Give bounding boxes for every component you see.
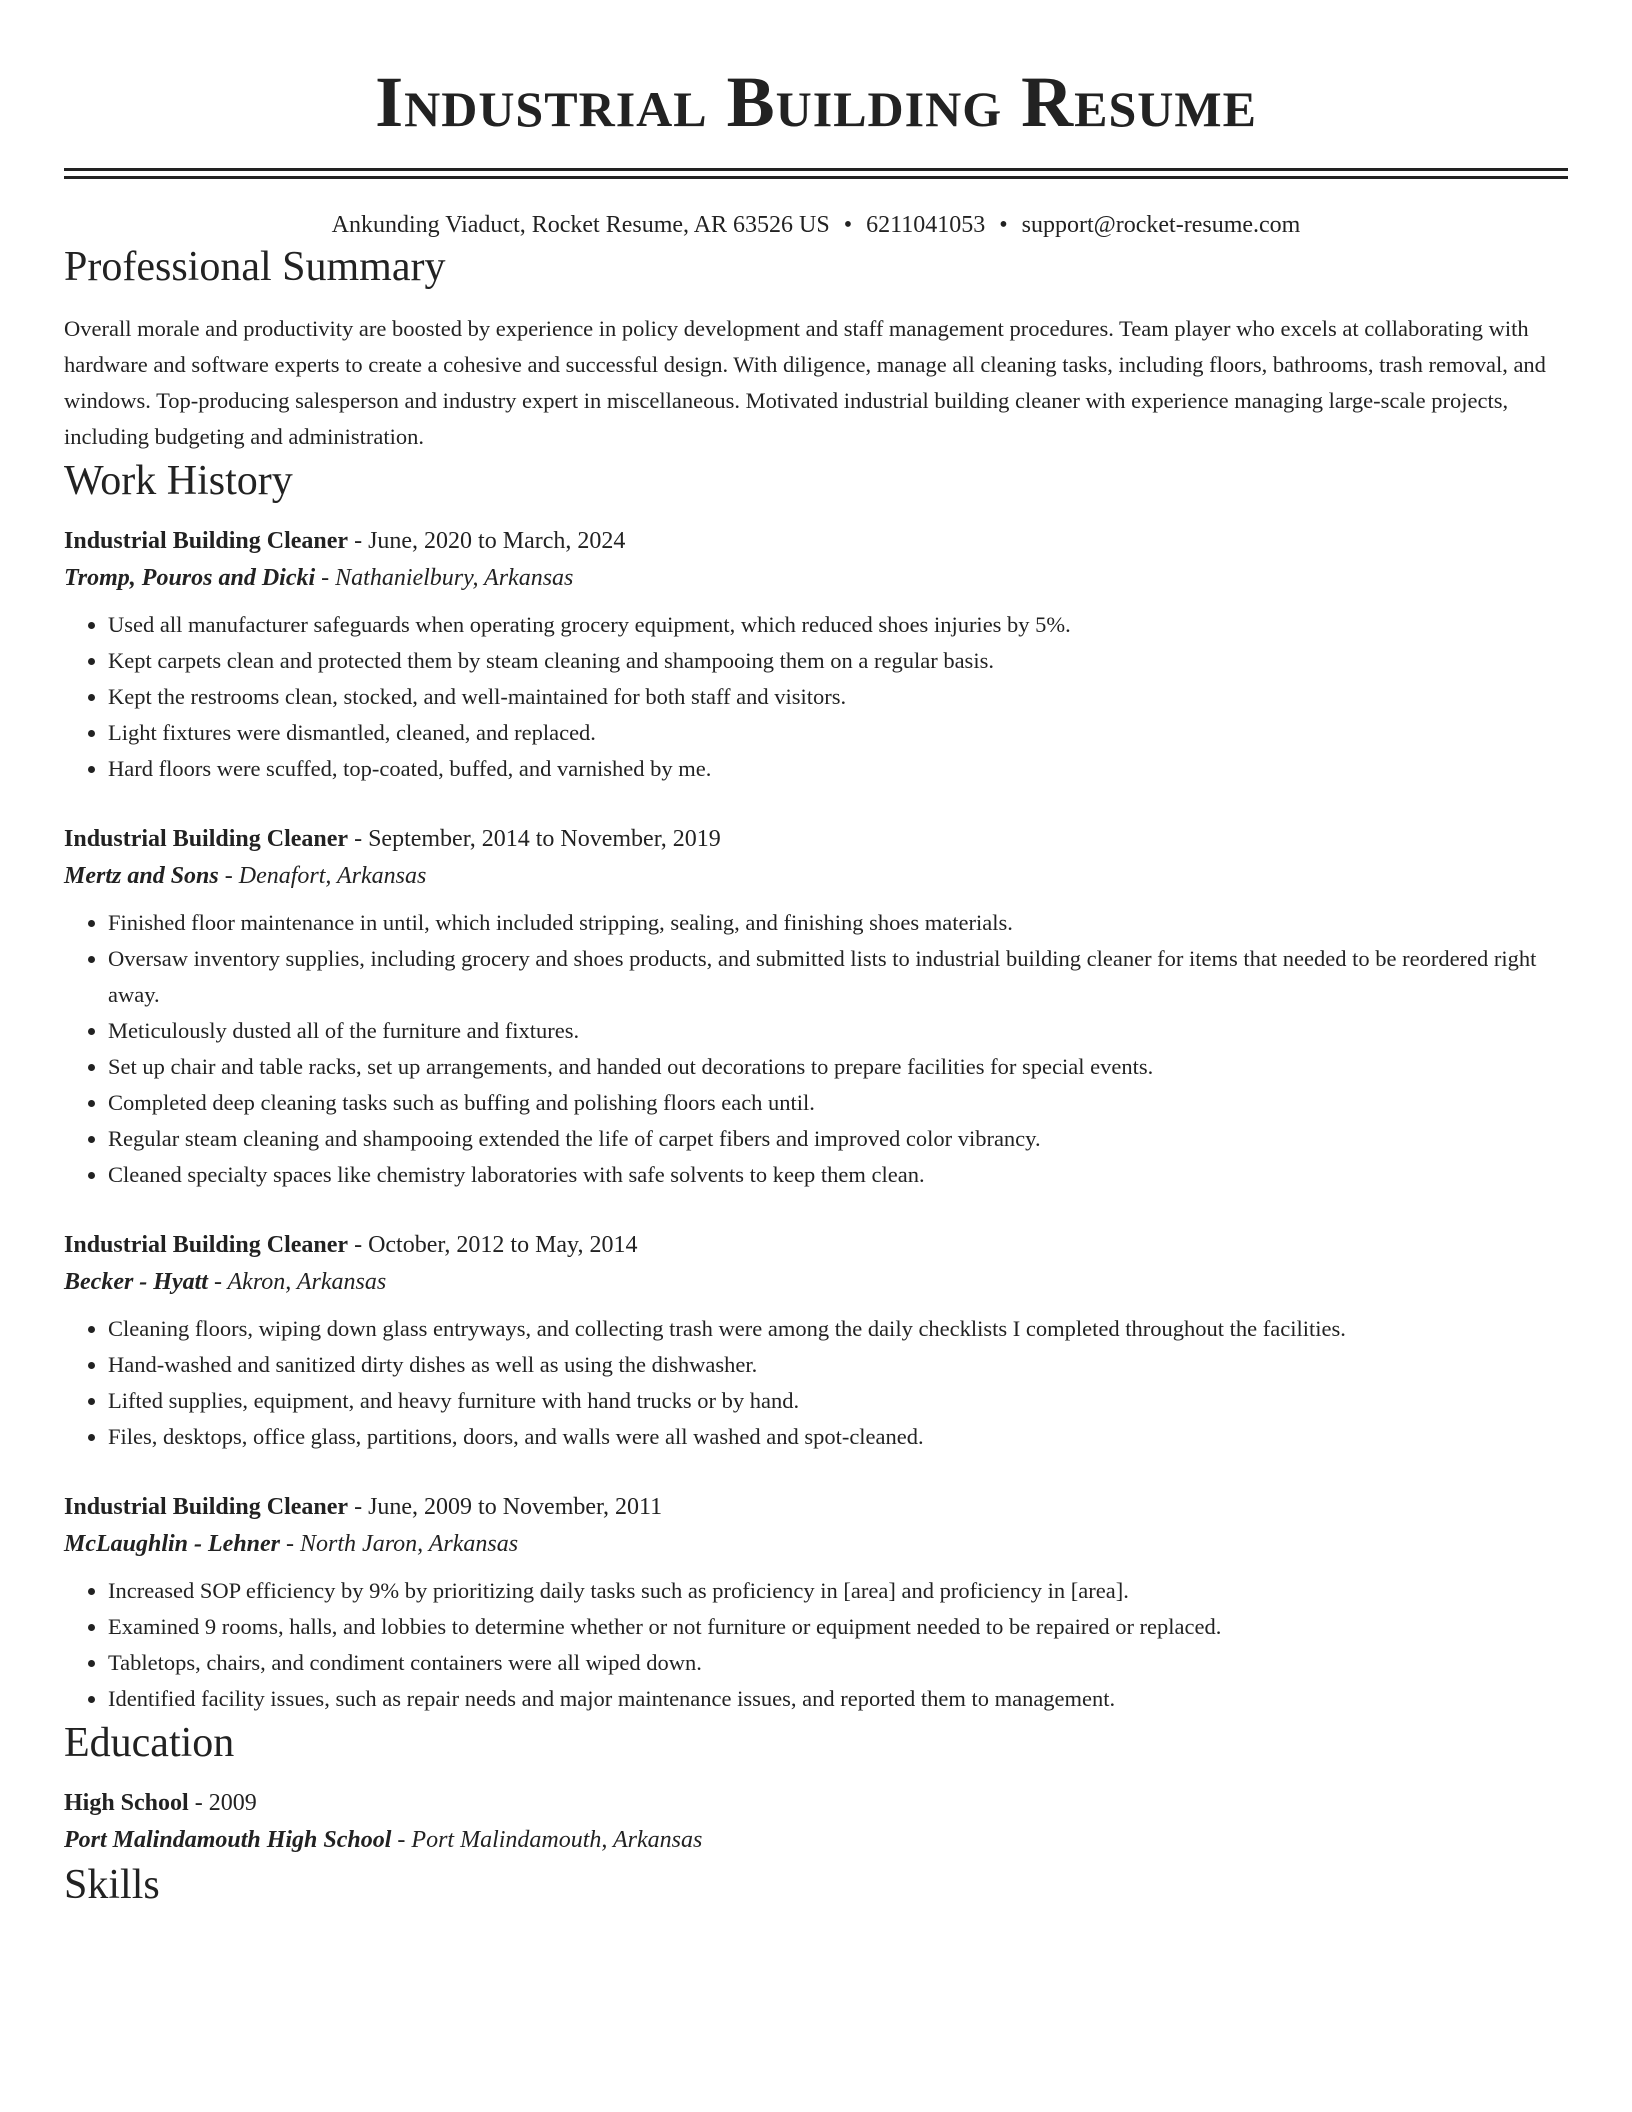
skills-heading: Skills (64, 1862, 160, 1908)
duty-item: • Cleaned specialty spaces like chemistry laboratories with safe solvents to keep them clean. (108, 1157, 1568, 1193)
duty-item: • Tabletops, chairs, and condiment containers were all wiped down. (108, 1645, 1568, 1681)
work-history-list (64, 523, 1568, 1717)
duty-item: • Used all manufacturer safeguards when operating grocery equipment, which reduced shoes injuries by 5%. (108, 607, 1568, 643)
job-location: Nathanielbury, Arkansas (335, 565, 574, 591)
job-dash: - (348, 528, 369, 554)
job-entry (64, 1489, 1568, 1717)
duty-item: • Completed deep cleaning tasks such as buffing and polishing floors each until. (108, 1085, 1568, 1121)
contact-email: support@rocket-resume.com (1021, 212, 1301, 238)
education-school: Port Malindamouth High School (64, 1827, 392, 1853)
job-duties (64, 905, 1568, 1193)
job-duties (64, 607, 1568, 787)
job-company-line (64, 1263, 1568, 1301)
resume-title: Industrial Building Resume (375, 62, 1257, 142)
contact-phone: 6211041053 (866, 212, 986, 238)
duty-item: • Lifted supplies, equipment, and heavy furniture with hand trucks or by hand. (108, 1383, 1568, 1419)
duty-item: • Increased SOP efficiency by 9% by prioritizing daily tasks such as proficiency in [area] and proficiency in [area]. (108, 1573, 1568, 1609)
duty-item: • Finished floor maintenance in until, which included stripping, sealing, and finishing shoes materials. (108, 905, 1568, 941)
duty-item: • Hand-washed and sanitized dirty dishes as well as using the dishwasher. (108, 1347, 1568, 1383)
education-location: Port Malindamouth, Arkansas (411, 1827, 703, 1853)
job-dates: October, 2012 to May, 2014 (368, 1232, 638, 1258)
job-company-line (64, 857, 1568, 895)
job-dash: - (280, 1531, 301, 1557)
job-title: Industrial Building Cleaner (64, 826, 349, 852)
job-location: North Jaron, Arkansas (300, 1531, 519, 1557)
job-company-line (64, 1525, 1568, 1563)
duty-item: • Kept carpets clean and protected them by steam cleaning and shampooing them on a regular basis. (108, 643, 1568, 679)
contact-line (64, 209, 1568, 241)
job-title-line (64, 821, 1568, 857)
job-dash: - (207, 1269, 228, 1295)
job-entry (64, 523, 1568, 787)
job-dash: - (348, 826, 369, 852)
education-school-line (64, 1821, 1568, 1859)
job-dash: - (218, 863, 239, 889)
job-company: Mertz and Sons (64, 863, 219, 889)
title-divider (64, 168, 1568, 179)
job-dash: - (348, 1494, 369, 1520)
job-dash: - (315, 565, 336, 591)
duty-item: • Oversaw inventory supplies, including grocery and shoes products, and submitted lists to industrial building cleaner for items that needed to be reordered right away. (108, 941, 1568, 1013)
education-heading: Education (64, 1720, 235, 1766)
education-dash: - (391, 1827, 412, 1853)
job-duties (64, 1311, 1568, 1455)
job-dates: June, 2020 to March, 2024 (368, 528, 626, 554)
job-company: Tromp, Pouros and Dicki (64, 565, 316, 591)
job-entry (64, 1227, 1568, 1455)
job-company: McLaughlin - Lehner (64, 1531, 281, 1557)
duty-item: • Set up chair and table racks, set up arrangements, and handed out decorations to prepare facilities for special events. (108, 1049, 1568, 1085)
summary-heading: Professional Summary (64, 244, 446, 290)
duty-item: • Examined 9 rooms, halls, and lobbies to determine whether or not furniture or equipment needed to be repaired or replaced. (108, 1609, 1568, 1645)
duty-item: • Identified facility issues, such as repair needs and major maintenance issues, and reported them to management. (108, 1681, 1568, 1717)
job-entry (64, 821, 1568, 1193)
job-title: Industrial Building Cleaner (64, 1494, 349, 1520)
job-title-line (64, 1227, 1568, 1263)
summary-text: Overall morale and productivity are boosted by experience in policy development and staff management procedures. Team player who excels at collaborating with hardware and software experts to create a cohesive and successful design. With diligence, manage all cleaning tasks, including floors, bathrooms, trash removal, and windows. Top-producing salesperson and industry expert in miscellaneous. Motivated industrial building cleaner with experience managing large-scale projects, including budgeting and administration. (64, 316, 1546, 449)
job-title: Industrial Building Cleaner (64, 1232, 349, 1258)
duty-item: • Files, desktops, office glass, partitions, doors, and walls were all washed and spot-cleaned. (108, 1419, 1568, 1455)
work-history-heading: Work History (64, 458, 293, 504)
job-title: Industrial Building Cleaner (64, 528, 349, 554)
duty-item: • Meticulously dusted all of the furniture and fixtures. (108, 1013, 1568, 1049)
job-dates: June, 2009 to November, 2011 (368, 1494, 663, 1520)
duty-item: • Cleaning floors, wiping down glass entryways, and collecting trash were among the daily checklists I completed throughout the facilities. (108, 1311, 1568, 1347)
job-location: Denafort, Arkansas (238, 863, 427, 889)
job-title-line (64, 523, 1568, 559)
job-dash: - (348, 1232, 369, 1258)
duty-item: • Regular steam cleaning and shampooing extended the life of carpet fibers and improved color vibrancy. (108, 1121, 1568, 1157)
contact-separator: • (999, 212, 1008, 238)
education-year: 2009 (208, 1790, 257, 1816)
duty-item: • Light fixtures were dismantled, cleaned, and replaced. (108, 715, 1568, 751)
job-dates: September, 2014 to November, 2019 (368, 826, 721, 852)
education-degree: High School (64, 1790, 189, 1816)
education-entry (64, 1785, 1568, 1859)
duty-item: • Hard floors were scuffed, top-coated, buffed, and varnished by me. (108, 751, 1568, 787)
contact-separator: • (843, 212, 853, 238)
duty-item: • Kept the restrooms clean, stocked, and well-maintained for both staff and visitors. (108, 679, 1568, 715)
job-duties (64, 1573, 1568, 1717)
contact-address: Ankunding Viaduct, Rocket Resume, AR 63526 US (331, 212, 830, 238)
job-title-line (64, 1489, 1568, 1525)
job-location: Akron, Arkansas (227, 1269, 387, 1295)
education-degree-line (64, 1785, 1568, 1821)
education-dash: - (188, 1790, 209, 1816)
job-company: Becker - Hyatt (64, 1269, 208, 1295)
job-company-line (64, 559, 1568, 597)
